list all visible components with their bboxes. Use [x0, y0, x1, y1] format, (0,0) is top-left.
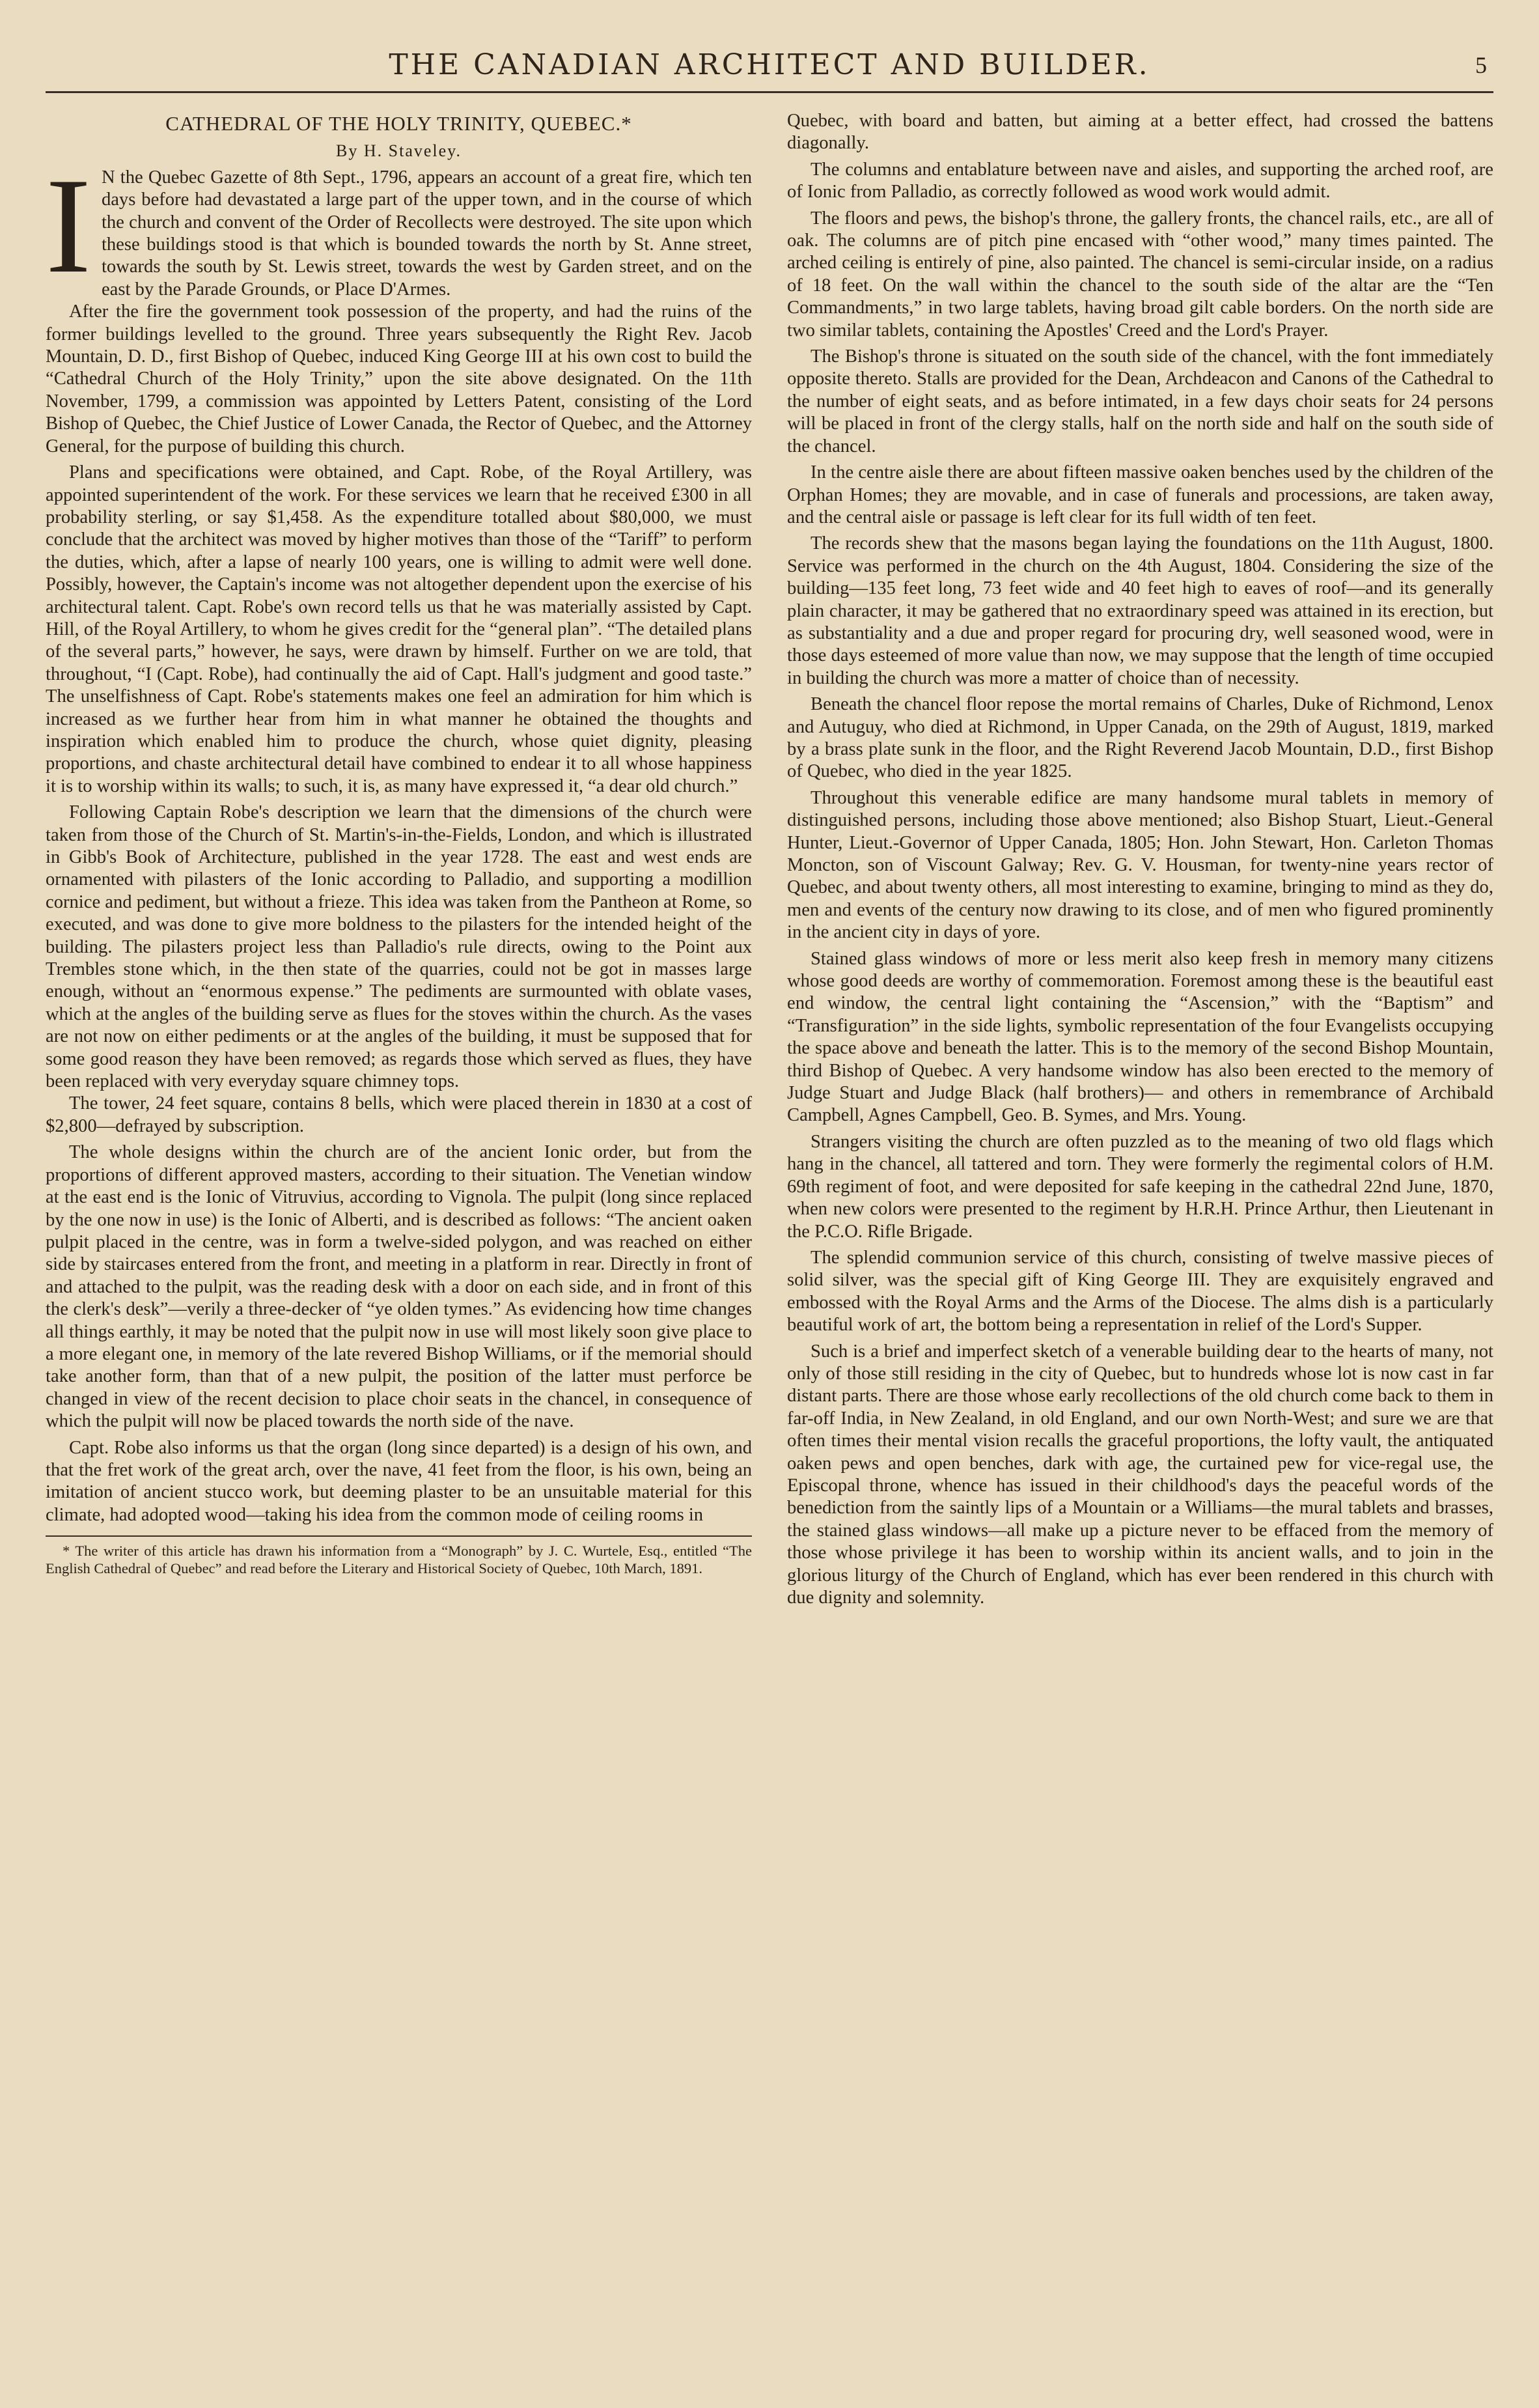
paragraph: The tower, 24 feet square, contains 8 bells, which were placed therein in 1830 at a cost of $2,800—defrayed by subscription.: [46, 1093, 752, 1136]
paragraph: Following Captain Robe's description we learn that the dimensions of the church were taken from those of the Church of St. Martin's-in-the-Fields, London, and which is illustrated in Gibb's Book of Architecture, published in the year 1728. The east and west ends are ornamented with pilasters of the Ionic according to Palladio, and supporting a modillion cornice and pediment, but without a frieze. This idea was taken from the Pantheon at Rome, so executed, and was done to give more boldness to the pilasters for the intended height of the building. The pilasters project less than Palladio's rule directs, owing to the Point aux Trembles stone which, in the then state of the quarries, could not be got in masses large enough, without an “enormous expense.” The pediments are surmounted with oblate vases, which at the angles of the building serve as flues for the stoves within the church. As the vases are not now on either pediments or at the angles of the building, it must be supposed that for some good reason they have been removed; as regards those which served as flues, they have been replaced with very everyday square chimney tops.: [46, 802, 752, 1092]
journal-title: THE CANADIAN ARCHITECT AND BUILDER.: [389, 48, 1150, 81]
paragraph: Such is a brief and imperfect sketch of a venerable building dear to the hearts of many, not only of those still residing in the city of Quebec, but to hundreds whose lot is now cast in far distant parts. There are those whose early recollections of the old church come back to them in far-off India, in New Zealand, in old England, and our own North-West; and sure we are that often times their mental vision recalls the graceful proportions, the lofty vault, the antiquated oaken pews and open benches, dark with age, the curtained pew for vice-regal use, the Episcopal throne, whence has issued in their childhood's days the peaceful words of the benediction from the saintly lips of a Mountain or a Williams—the mural tablets and brasses, the stained glass windows—all make up a picture never to be effaced from the memory of those whose privilege it has been to worship within its ancient walls, and to join in the glorious liturgy of the Church of England, which has ever been rendered in this church with due dignity and solemnity.: [787, 1341, 1493, 1608]
paragraph: Capt. Robe also informs us that the organ (long since departed) is a design of his own, and that the fret work of the great arch, over the nave, 41 feet from the floor, is his own, being an imitation of ancient stucco work, but deeming plaster to be an unsuitable material for this climate, had adopted wood—taking his idea from the common mode of ceiling rooms in: [46, 1437, 752, 1525]
article-byline: By H. Staveley.: [336, 141, 462, 161]
footnote-text: * The writer of this article has drawn his information from a “Monograph” by J. C. Wurtele, Esq., entitled “The English Cathedral of Quebec” and read before the Literary and Historical Society of Quebec, 10th March, 1891.: [46, 1543, 752, 1577]
paragraph: IN the Quebec Gazette of 8th Sept., 1796, appears an account of a great fire, which ten days before had devastated a large part of the upper town, and in the course of which the church and convent of the Order of Recollects were destroyed. The site upon which these buildings stood is that which is bounded towards the north by St. Anne street, towards the south by St. Lewis street, towards the west by Garden street, and on the east by the Parade Grounds, or Place D'Armes.: [46, 150, 752, 301]
paragraph: The whole designs within the church are of the ancient Ionic order, but from the proportions of different approved masters, according to their situation. The Venetian window at the east end is the Ionic of Vitruvius, according to Vignola. The pulpit (long since replaced by the one now in use) is the Ionic of Alberti, and is described as follows: “The ancient oaken pulpit placed in the centre, was in form a twelve-sided polygon, and was reached on either side by staircases entered from the front, and meeting in a platform in rear. Directly in front of and attached to the pulpit, was the reading desk with a door on each side, and in front of this the clerk's desk”—verily a three-decker of “ye olden tymes.” As evidencing how time changes all things earthly, it may be noted that the pulpit now in use will most likely soon give place to a more elegant one, in memory of the late revered Bishop Williams, or if the memorial should take another form, than that of a new pulpit, the position of the latter must perforce be changed in view of the recent decision to place choir seats in the chancel, in consequence of which the pulpit will now be placed towards the north side of the nave.: [46, 1142, 752, 1432]
paragraph: Plans and specifications were obtained, and Capt. Robe, of the Royal Artillery, was appointed superintendent of the work. For these services we learn that he received £300 in all probability sterling, or say $1,458. As the expenditure totalled about $80,000, we must conclude that the architect was moved by higher motives than those of the “Tariff” to perform the duties, which, after a lapse of nearly 100 years, one is willing to admit were well done. Possibly, however, the Captain's income was not altogether dependent upon the exercise of his architectural talent. Capt. Robe's own record tells us that he was materially assisted by Capt. Hill, of the Royal Artillery, to whom he gives credit for the “general plan”. “The detailed plans of the several parts,” however, he says, were drawn by himself. Further on we are told, that throughout, “I (Capt. Robe), had continually the aid of Capt. Hall's judgment and good taste.” The unselfishness of Capt. Robe's statements makes one feel an admiration for him which is increased as we further hear from him in what manner he obtained the thoughts and inspiration which enabled him to produce the church, whose quiet dignity, pleasing proportions, and chaste architectural detail have combined to endear it to all whose happiness it is to worship within its walls; to such, it is, as many have expressed it, “a dear old church.”: [46, 462, 752, 796]
paragraph: The columns and entablature between nave and aisles, and supporting the arched roof, are of Ionic from Palladio, as correctly followed as wood work would admit.: [787, 159, 1493, 203]
paragraph: Beneath the chancel floor repose the mortal remains of Charles, Duke of Richmond, Lenox and Autuguy, who died at Richmond, in Upper Canada, on the 29th of August, 1819, marked by a brass plate sunk in the floor, and the Right Reverend Jacob Mountain, D.D., first Bishop of Quebec, who died in the year 1825.: [787, 694, 1493, 782]
paragraph: After the fire the government took possession of the property, and had the ruins of the former buildings levelled to the ground. Three years subsequently the Right Rev. Jacob Mountain, D. D., first Bishop of Quebec, induced King George III at his own cost to build the “Cathedral Church of the Holy Trinity,” upon the site above designated. On the 11th November, 1799, a commission was appointed by Letters Patent, consisting of the Lord Bishop of Quebec, the Chief Justice of Lower Canada, the Rector of Quebec, and the Attorney General, for the purpose of building this church.: [46, 301, 752, 456]
left-column: [46, 110, 752, 1609]
paragraph: Strangers visiting the church are often puzzled as to the meaning of two old flags which hang in the chancel, all tattered and torn. They were formerly the regimental colors of H.M. 69th regiment of foot, and were deposited for safe keeping in the cathedral 22nd June, 1870, when new colors were presented to the regiment by H.R.H. Prince Arthur, then Lieutenant in the P.C.O. Rifle Brigade.: [787, 1131, 1493, 1242]
right-column: [787, 110, 1493, 1609]
paragraph: The Bishop's throne is situated on the south side of the chancel, with the font immediately opposite thereto. Stalls are provided for the Dean, Archdeacon and Canons of the Cathedral to the number of eight seats, and as before intimated, in a few days choir seats for 24 persons will be placed in front of the clergy stalls, half on the north side and half on the south side of the chancel.: [787, 346, 1493, 456]
paragraph: The records shew that the masons began laying the foundations on the 11th August, 1800. Service was performed in the church on the 4th August, 1804. Considering the size of the building—135 feet long, 73 feet wide and 40 feet high to eaves of roof—and its generally plain character, it may be gathered that no extraordinary speed was attained in its erection, but as substantiality and a due and proper regard for procuring dry, well seasoned wood, were in those days esteemed of more value than now, we may suppose that the length of time occupied in building the church was more a matter of choice than of necessity.: [787, 533, 1493, 688]
article-columns: [46, 110, 1493, 1609]
paragraph: Throughout this venerable edifice are many handsome mural tablets in memory of distinguished persons, including those above mentioned; also Bishop Stuart, Lieut.-General Hunter, Lieut.-Governor of Upper Canada, 1805; Hon. John Stewart, Hon. Carleton Thomas Moncton, son of Viscount Galway; Rev. G. V. Housman, for twenty-nine years rector of Quebec, and about twenty others, all most interesting to examine, bringing to mind as they do, men and events of the century now drawing to its close, and of men who figured prominently in the ancient city in days of yore.: [787, 787, 1493, 943]
paragraph: The floors and pews, the bishop's throne, the gallery fronts, the chancel rails, etc., are all of oak. The columns are of pitch pine encased with “other wood,” many times painted. The arched ceiling is entirely of pine, also painted. The chancel is semi-circular inside, on a radius of 18 feet. On the wall within the chancel to the south side of the altar are the “Ten Commandments,” in two large tablets, having broad gilt cable borders. On the north side are two similar tablets, containing the Apostles' Creed and the Lord's Prayer.: [787, 208, 1493, 341]
article-title: CATHEDRAL OF THE HOLY TRINITY, QUEBEC.*: [165, 112, 632, 135]
paragraph: Stained glass windows of more or less merit also keep fresh in memory many citizens whose good deeds are worthy of commemoration. Foremost among these is the beautiful east end window, the central light containing the “Ascension,” with the “Baptism” and “Transfiguration” in the side lights, symbolic representation of the four Evangelists occupying the space above and beneath the latter. This is to the memory of the second Bishop Mountain, third Bishop of Quebec. A very handsome window has also been erected to the memory of Judge Stuart and Judge Black (half brothers)— and others in remembrance of Archibald Campbell, Agnes Campbell, Geo. B. Symes, and Mrs. Young.: [787, 948, 1493, 1126]
paragraph: In the centre aisle there are about fifteen massive oaken benches used by the children of the Orphan Homes; they are movable, and in case of funerals and processions, are taken away, and the central aisle or passage is left clear for its full width of ten feet.: [787, 462, 1493, 527]
paragraph: The splendid communion service of this church, consisting of twelve massive pieces of solid silver, was the special gift of King George III. They are exquisitely engraved and embossed with the Royal Arms and the Arms of the Diocese. The alms dish is a particularly beautiful work of art, the bottom being a representation in relief of the Lord's Supper.: [787, 1247, 1493, 1336]
page-header: [46, 39, 1493, 93]
footnote: [46, 1535, 752, 1577]
paragraph: Quebec, with board and batten, but aiming at a better effect, had crossed the battens diagonally.: [787, 111, 1493, 154]
page-number: 5: [1475, 52, 1487, 78]
